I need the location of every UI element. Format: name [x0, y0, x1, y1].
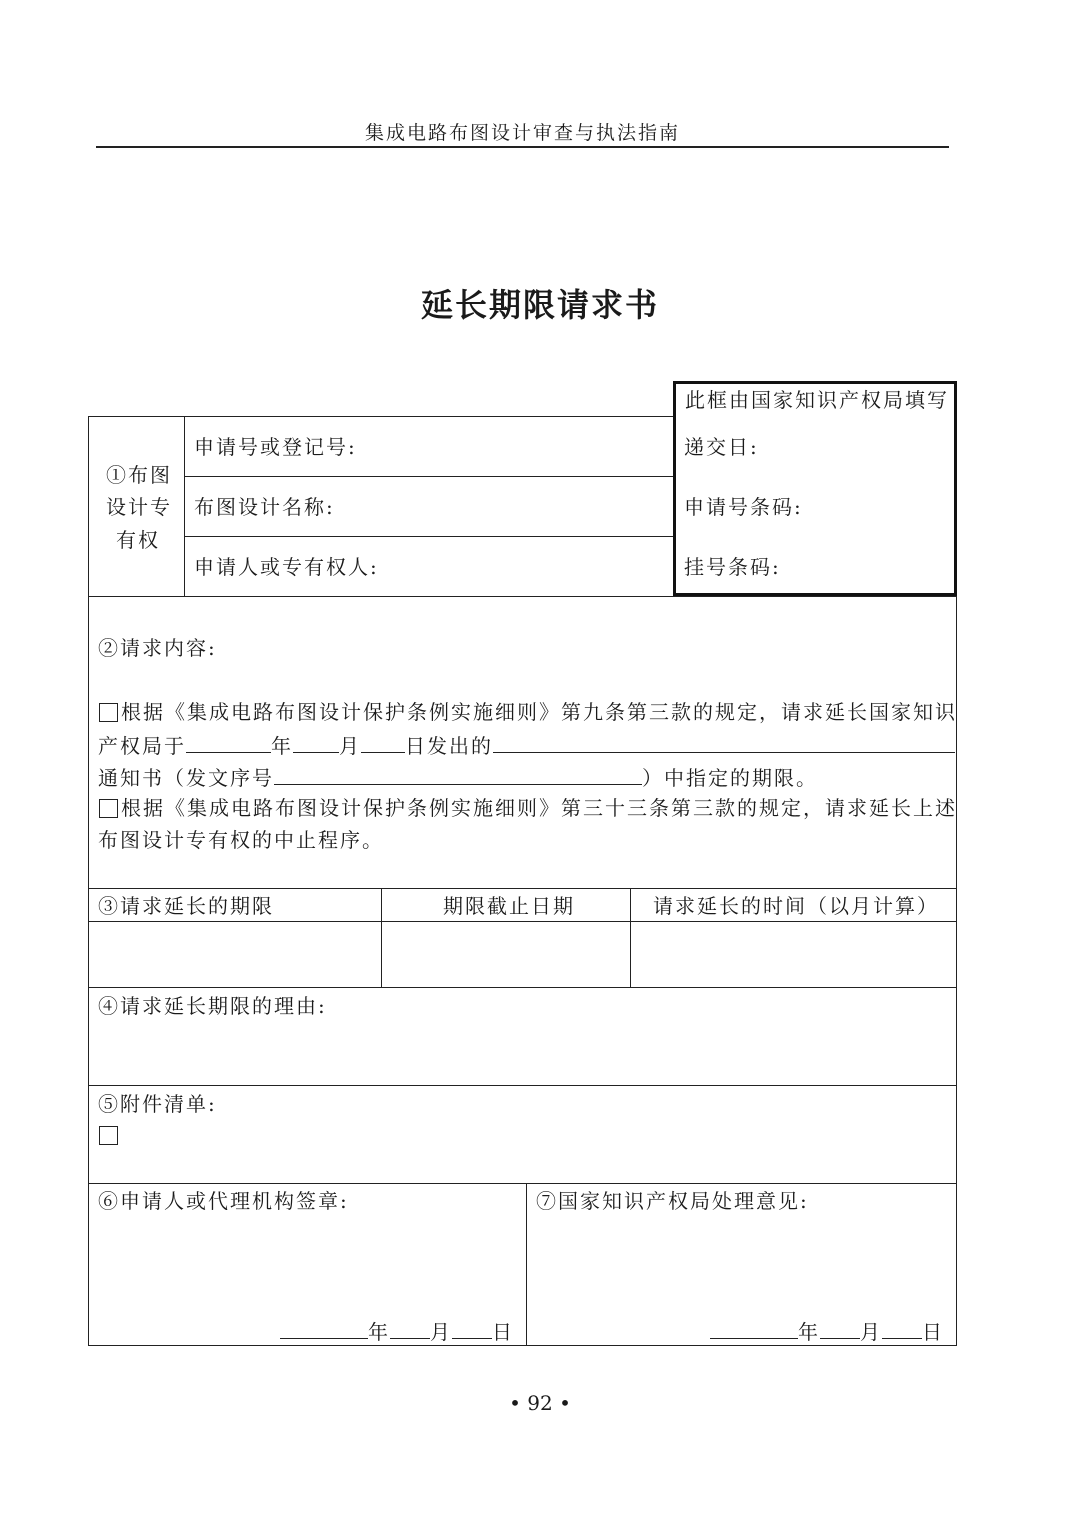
section6-day-blank[interactable]	[452, 1318, 492, 1339]
option1-line2	[98, 732, 955, 758]
section6-day-label: 日	[492, 1320, 514, 1344]
section6-year-blank[interactable]	[280, 1318, 368, 1339]
section7-day-blank[interactable]	[882, 1318, 922, 1339]
section6-top-border	[88, 1183, 957, 1184]
submit-date-label: 递交日:	[684, 435, 759, 459]
issue-day-blank[interactable]	[361, 732, 405, 753]
application-barcode-label: 申请号条码:	[684, 495, 803, 519]
section7-year-label: 年	[798, 1320, 820, 1344]
section1-label-line2: 设计专	[106, 495, 172, 519]
section7-label: ⑦国家知识产权局处理意见:	[536, 1189, 809, 1213]
option1-line3-prefix: 通知书（发文序号	[98, 766, 274, 790]
section4-top-border	[88, 987, 957, 988]
section1-row-divider-2	[184, 536, 674, 537]
running-head: 集成电路布图设计审查与执法指南	[364, 122, 680, 144]
option1-checkbox[interactable]	[99, 703, 118, 722]
section6-date	[280, 1318, 514, 1344]
section6-label: ⑥申请人或代理机构签章:	[98, 1189, 349, 1213]
section7-year-blank[interactable]	[710, 1318, 798, 1339]
section6-7-divider	[526, 1183, 527, 1346]
deadline-date-header: 期限截止日期	[443, 894, 575, 918]
section3-col-divider-1	[381, 888, 382, 987]
attachment-checkbox[interactable]	[99, 1126, 118, 1145]
option2-checkbox[interactable]	[99, 799, 118, 818]
section7-month-label: 月	[860, 1320, 882, 1344]
month-label: 月	[339, 734, 361, 758]
application-number-field[interactable]: 申请号或登记号:	[194, 435, 357, 459]
section5-label: ⑤附件清单:	[98, 1092, 217, 1116]
option2-line2: 布图设计专有权的中止程序。	[98, 828, 384, 852]
issue-month-blank[interactable]	[293, 732, 339, 753]
section2-label: ②请求内容:	[98, 636, 217, 660]
section7-month-blank[interactable]	[820, 1318, 860, 1339]
table-left-border	[88, 416, 89, 1346]
section1-top-border	[88, 416, 674, 417]
section1-row-divider-1	[184, 476, 674, 477]
option1-line2-prefix: 产权局于	[98, 734, 186, 758]
deadline-date-cell[interactable]	[383, 923, 629, 986]
section5-top-border	[88, 1085, 957, 1086]
table-bottom-border	[88, 1345, 957, 1346]
section1-bottom-border	[88, 596, 957, 597]
option1-line1: 根据《集成电路布图设计保护条例实施细则》第九条第三款的规定，请求延长国家知识	[121, 700, 957, 724]
section6-month-blank[interactable]	[390, 1318, 430, 1339]
section3-top-border	[88, 888, 957, 889]
extension-months-cell[interactable]	[632, 923, 955, 986]
option2-line1: 根据《集成电路布图设计保护条例实施细则》第三十三条第三款的规定，请求延长上述	[121, 796, 957, 820]
document-serial-blank[interactable]	[274, 764, 642, 785]
header-rule	[96, 146, 949, 148]
applicant-field[interactable]: 申请人或专有权人:	[194, 555, 379, 579]
notice-name-blank[interactable]	[493, 732, 955, 753]
design-name-field[interactable]: 布图设计名称:	[194, 495, 335, 519]
extension-period-cell[interactable]	[90, 923, 380, 986]
section1-label-line3: 有权	[116, 528, 160, 552]
section4-label: ④请求延长期限的理由:	[98, 994, 327, 1018]
registration-barcode-label: 挂号条码:	[684, 555, 781, 579]
day-issued-label: 日发出的	[405, 734, 493, 758]
section1-label-divider	[184, 416, 185, 596]
extension-period-header: ③请求延长的期限	[98, 894, 274, 918]
year-label: 年	[271, 734, 293, 758]
option1-line3-suffix: ）中指定的期限。	[642, 766, 818, 790]
section7-day-label: 日	[922, 1320, 944, 1344]
page-number: • 92 •	[509, 1391, 571, 1415]
section6-year-label: 年	[368, 1320, 390, 1344]
form-title: 延长期限请求书	[420, 286, 659, 324]
extension-months-header: 请求延长的时间（以月计算）	[653, 894, 939, 918]
section1-label-line1: ①布图	[106, 463, 172, 487]
reason-field[interactable]	[90, 1022, 955, 1082]
section7-date	[710, 1318, 944, 1344]
section3-header-bottom	[88, 921, 957, 922]
option1-line3	[98, 764, 818, 790]
section6-month-label: 月	[430, 1320, 452, 1344]
section3-col-divider-2	[630, 888, 631, 987]
office-box-header: 此框由国家知识产权局填写	[685, 388, 949, 412]
issue-year-blank[interactable]	[186, 732, 271, 753]
